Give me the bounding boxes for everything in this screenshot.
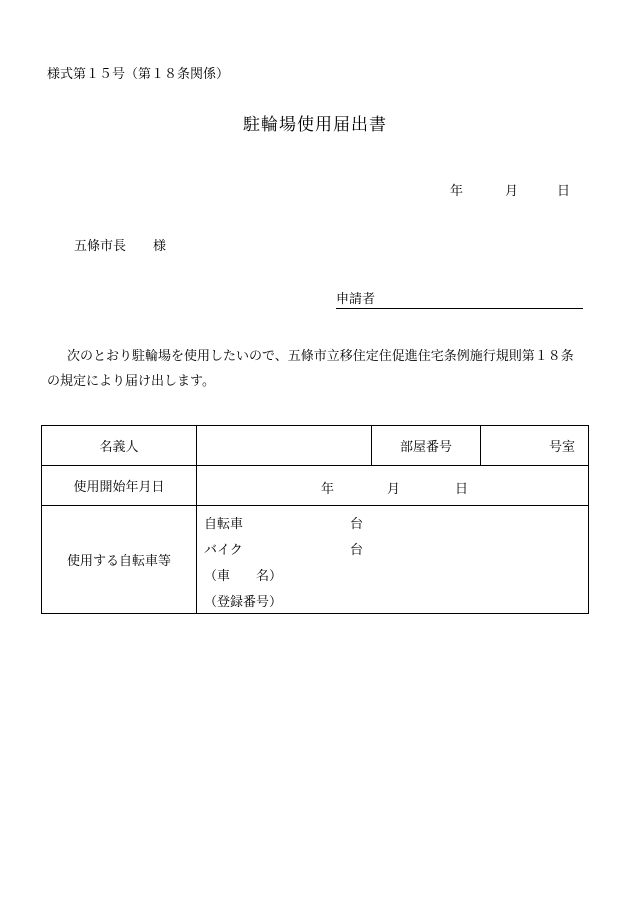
vehicle-label: 使用する自転車等 [42, 506, 197, 614]
start-date-label: 使用開始年月日 [42, 466, 197, 506]
date-year-label: 年 [450, 184, 464, 199]
room-number-label: 部屋番号 [372, 426, 481, 466]
bicycle-label: 自転車 [204, 517, 244, 532]
vehicle-row [42, 506, 589, 614]
body-text-line-1: 次のとおり駐輪場を使用したいので、五條市立移住定住促進住宅条例施行規則第１８条 [67, 349, 574, 364]
vehicle-detail-cell[interactable] [197, 506, 589, 614]
start-date-year: 年 [321, 482, 335, 497]
owner-input-cell[interactable] [197, 426, 372, 466]
start-date-month: 月 [387, 482, 401, 497]
body-text-line-2: の規定により届け出します。 [47, 374, 215, 389]
date-day-label: 日 [557, 184, 571, 199]
document-title: 駐輪場使用届出書 [243, 115, 387, 135]
application-form-table [41, 425, 589, 614]
room-suffix: 号室 [548, 440, 575, 455]
registration-number-label: （登録番号） [204, 595, 283, 610]
addressee-honorific: 様 [153, 239, 167, 254]
start-date-row [42, 466, 589, 506]
applicant-label: 申請者 [336, 292, 376, 307]
owner-row [42, 426, 589, 466]
form-number: 様式第１５号（第１８条関係） [47, 67, 230, 82]
vehicle-name-label: （車 名） [204, 569, 283, 584]
date-month-label: 月 [505, 184, 519, 199]
addressee-name: 五條市長 [74, 239, 127, 254]
room-number-cell[interactable] [481, 426, 589, 466]
motorbike-label: バイク [204, 543, 243, 558]
start-date-input-cell[interactable] [197, 466, 589, 506]
owner-label: 名義人 [42, 426, 197, 466]
bicycle-unit: 台 [350, 517, 364, 532]
applicant-signature-line[interactable] [336, 288, 583, 309]
motorbike-unit: 台 [350, 543, 364, 558]
start-date-day: 日 [455, 482, 469, 497]
